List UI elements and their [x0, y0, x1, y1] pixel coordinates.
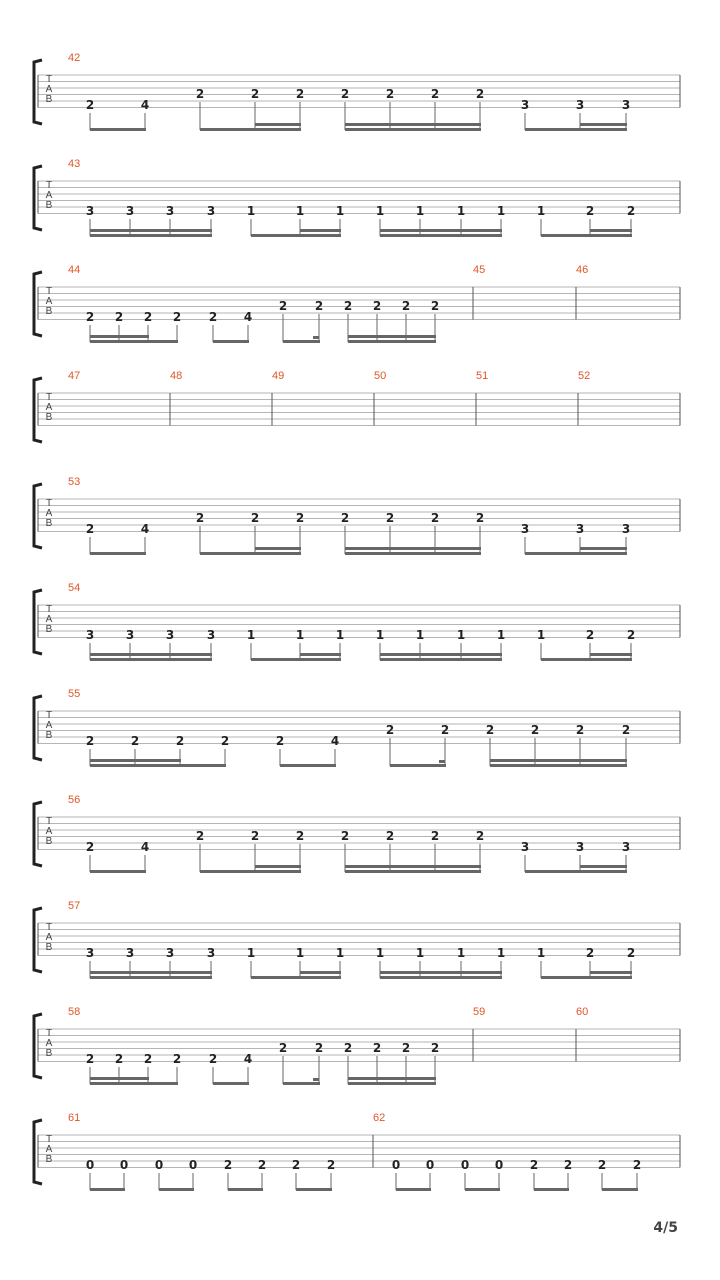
fret-number: 4: [330, 734, 340, 748]
fret-number: 0: [494, 1158, 504, 1172]
fret-number: 2: [223, 1158, 233, 1172]
fret-number: 1: [335, 946, 345, 960]
beam: [590, 658, 632, 661]
beam: [380, 658, 502, 661]
beam-secondary: [590, 971, 632, 974]
beam: [255, 870, 301, 873]
fret-number: 3: [125, 946, 135, 960]
fret-number: 3: [520, 522, 530, 536]
beam: [348, 340, 436, 343]
fret-number: 0: [154, 1158, 164, 1172]
fret-number: 3: [206, 204, 216, 218]
beam-secondary: [380, 653, 502, 656]
measure-number: 62: [373, 1112, 386, 1124]
fret-number: 2: [529, 1158, 539, 1172]
measure-number: 47: [68, 370, 81, 382]
fret-number: 2: [172, 310, 182, 324]
fret-number: 2: [430, 829, 440, 843]
tab-clef-letter: B: [45, 624, 53, 635]
fret-number: 1: [335, 204, 345, 218]
beam-secondary: [590, 653, 632, 656]
beam: [348, 1082, 436, 1085]
fret-number: 0: [85, 1158, 95, 1172]
fret-number: 2: [195, 511, 205, 525]
fret-number: 3: [125, 204, 135, 218]
fret-number: 4: [140, 98, 150, 112]
fret-number: 1: [536, 204, 546, 218]
fret-number: 2: [143, 1052, 153, 1066]
measure-number: 44: [68, 264, 81, 276]
fret-number: 2: [343, 1041, 353, 1055]
tab-clef-letter: B: [45, 730, 53, 741]
tab-clef-letter: T: [45, 1028, 53, 1039]
fret-number: 1: [295, 204, 305, 218]
fret-number: 2: [114, 310, 124, 324]
tab-clef-letter: T: [45, 74, 53, 85]
beam: [590, 234, 632, 237]
tab-clef-letter: T: [45, 286, 53, 297]
fret-number: 3: [165, 204, 175, 218]
beam: [345, 128, 481, 131]
fret-number: 2: [340, 511, 350, 525]
beam: [345, 552, 481, 555]
tab-clef-letter: B: [45, 836, 53, 847]
fret-number: 1: [536, 628, 546, 642]
tab-clef-letter: A: [45, 1144, 53, 1155]
beam-secondary: [300, 229, 341, 232]
tab-system: [34, 1112, 680, 1191]
beam: [580, 870, 627, 873]
fret-number: 1: [456, 628, 466, 642]
fret-number: 2: [85, 522, 95, 536]
fret-number: 3: [520, 98, 530, 112]
fret-number: 2: [401, 299, 411, 313]
beam-secondary: [348, 1077, 436, 1080]
tab-system: [34, 582, 680, 661]
beam: [90, 870, 146, 873]
measure-number: 43: [68, 158, 81, 170]
fret-number: 1: [415, 204, 425, 218]
fret-number: 2: [278, 1041, 288, 1055]
tab-system: [34, 900, 680, 979]
beam: [90, 1188, 125, 1191]
measure-number: 59: [473, 1006, 486, 1018]
fret-number: 0: [460, 1158, 470, 1172]
beam-secondary: [580, 123, 627, 126]
beam: [590, 976, 632, 979]
fret-number: 2: [295, 829, 305, 843]
measure-number: 48: [170, 370, 183, 382]
tab-clef-letter: A: [45, 402, 53, 413]
beam-secondary: [90, 971, 212, 974]
tab-clef-letter: T: [45, 392, 53, 403]
tab-clef-letter: A: [45, 190, 53, 201]
fret-number: 2: [340, 829, 350, 843]
fret-number: 2: [475, 87, 485, 101]
fret-number: 2: [250, 87, 260, 101]
beam-secondary: [580, 547, 627, 550]
fret-number: 2: [195, 829, 205, 843]
fret-number: 3: [206, 946, 216, 960]
fret-number: 3: [520, 840, 530, 854]
fret-number: 1: [415, 946, 425, 960]
fret-number: 2: [430, 511, 440, 525]
fret-number: 3: [165, 946, 175, 960]
measure-number: 56: [68, 794, 81, 806]
measure-number: 54: [68, 582, 81, 594]
measure-number: 57: [68, 900, 81, 912]
measure-number: 61: [68, 1112, 81, 1124]
fret-number: 2: [585, 204, 595, 218]
fret-number: 2: [440, 723, 450, 737]
measure-number: 50: [374, 370, 387, 382]
tab-clef-letter: B: [45, 1048, 53, 1059]
fret-number: 3: [85, 628, 95, 642]
fret-number: 2: [250, 829, 260, 843]
beam-secondary: [90, 229, 212, 232]
fret-number: 2: [85, 1052, 95, 1066]
fret-number: 2: [626, 946, 636, 960]
tab-clef-letter: B: [45, 412, 53, 423]
tab-clef-letter: T: [45, 180, 53, 191]
tab-clef-letter: T: [45, 604, 53, 615]
beam-hook: [313, 336, 319, 339]
beam: [580, 128, 627, 131]
fret-number: 1: [496, 204, 506, 218]
fret-number: 2: [430, 87, 440, 101]
beam: [283, 1082, 320, 1085]
beam-secondary: [345, 123, 481, 126]
fret-number: 3: [575, 840, 585, 854]
beam: [90, 128, 146, 131]
fret-number: 3: [85, 946, 95, 960]
beam: [296, 1188, 332, 1191]
tab-system: [34, 476, 680, 555]
fret-number: 3: [575, 98, 585, 112]
beam: [300, 234, 341, 237]
fret-number: 4: [243, 1052, 253, 1066]
measure-number: 46: [576, 264, 589, 276]
tab-system: [34, 52, 680, 131]
fret-number: 2: [585, 628, 595, 642]
fret-number: 2: [597, 1158, 607, 1172]
fret-number: 2: [175, 734, 185, 748]
fret-number: 1: [536, 946, 546, 960]
measure-number: 58: [68, 1006, 81, 1018]
beam: [345, 870, 481, 873]
tab-clef-letter: B: [45, 942, 53, 953]
tab-system: [34, 158, 680, 237]
beam: [380, 976, 502, 979]
fret-number: 2: [314, 299, 324, 313]
beam-secondary: [90, 759, 181, 762]
measure-number: 42: [68, 52, 81, 64]
beam: [396, 1188, 431, 1191]
fret-number: 2: [626, 628, 636, 642]
fret-number: 2: [430, 1041, 440, 1055]
beam-secondary: [345, 547, 481, 550]
fret-number: 1: [335, 628, 345, 642]
fret-number: 2: [401, 1041, 411, 1055]
fret-number: 0: [425, 1158, 435, 1172]
fret-number: 3: [165, 628, 175, 642]
beam: [90, 658, 212, 661]
fret-number: 2: [475, 511, 485, 525]
fret-number: 3: [85, 204, 95, 218]
fret-number: 2: [385, 723, 395, 737]
fret-number: 2: [585, 946, 595, 960]
measure-number: 45: [473, 264, 486, 276]
beam: [602, 1188, 638, 1191]
tab-clef-letter: A: [45, 614, 53, 625]
fret-number: 1: [456, 204, 466, 218]
fret-number: 2: [314, 1041, 324, 1055]
fret-number: 2: [621, 723, 631, 737]
beam: [490, 764, 627, 767]
fret-number: 1: [246, 628, 256, 642]
fret-number: 2: [340, 87, 350, 101]
measure-number: 49: [272, 370, 285, 382]
beam: [580, 552, 627, 555]
fret-number: 2: [257, 1158, 267, 1172]
fret-number: 4: [243, 310, 253, 324]
beam-secondary: [590, 229, 632, 232]
fret-number: 2: [114, 1052, 124, 1066]
tab-clef-letter: A: [45, 1038, 53, 1049]
beam-secondary: [580, 865, 627, 868]
measure-number: 52: [578, 370, 591, 382]
tab-clef-letter: B: [45, 518, 53, 529]
beam: [465, 1188, 500, 1191]
beam: [90, 234, 212, 237]
fret-number: 1: [375, 946, 385, 960]
fret-number: 2: [326, 1158, 336, 1172]
beam: [159, 1188, 194, 1191]
tab-clef-letter: T: [45, 710, 53, 721]
fret-number: 3: [621, 840, 631, 854]
tab-clef-letter: B: [45, 306, 53, 317]
fret-number: 1: [246, 946, 256, 960]
fret-number: 2: [430, 299, 440, 313]
beam: [90, 340, 149, 343]
fret-number: 2: [291, 1158, 301, 1172]
fret-number: 1: [295, 946, 305, 960]
fret-number: 2: [530, 723, 540, 737]
measure-number: 51: [476, 370, 489, 382]
fret-number: 1: [415, 628, 425, 642]
fret-number: 1: [295, 628, 305, 642]
tab-system: [34, 688, 680, 767]
beam: [90, 764, 181, 767]
beam-secondary: [255, 123, 301, 126]
beam: [213, 340, 249, 343]
fret-number: 2: [250, 511, 260, 525]
beam-secondary: [90, 1077, 149, 1080]
beam: [90, 1082, 149, 1085]
fret-number: 2: [85, 98, 95, 112]
tab-clef-letter: B: [45, 94, 53, 105]
beam: [90, 976, 212, 979]
tab-system: [34, 264, 680, 343]
tab-clef-letter: A: [45, 508, 53, 519]
beam: [300, 658, 341, 661]
fret-number: 2: [85, 734, 95, 748]
beam: [300, 976, 341, 979]
beam: [213, 1082, 249, 1085]
fret-number: 2: [563, 1158, 573, 1172]
tab-clef-letter: T: [45, 922, 53, 933]
fret-number: 4: [140, 522, 150, 536]
fret-number: 2: [343, 299, 353, 313]
beam-secondary: [380, 971, 502, 974]
fret-number: 2: [372, 299, 382, 313]
fret-number: 2: [85, 840, 95, 854]
tab-clef-letter: A: [45, 932, 53, 943]
beam-secondary: [90, 653, 212, 656]
fret-number: 2: [372, 1041, 382, 1055]
beam: [280, 764, 336, 767]
fret-number: 1: [246, 204, 256, 218]
beam-hook: [439, 760, 445, 763]
fret-number: 3: [125, 628, 135, 642]
tab-clef-letter: T: [45, 1134, 53, 1145]
beam-secondary: [255, 865, 301, 868]
tab-clef-letter: T: [45, 816, 53, 827]
tab-system: [34, 794, 680, 873]
tab-system: [34, 370, 680, 442]
beam-secondary: [348, 335, 436, 338]
fret-number: 1: [456, 946, 466, 960]
beam: [90, 552, 146, 555]
fret-number: 1: [375, 204, 385, 218]
beam: [534, 1188, 569, 1191]
fret-number: 2: [130, 734, 140, 748]
tab-clef-letter: A: [45, 720, 53, 731]
fret-number: 2: [172, 1052, 182, 1066]
measure-number: 55: [68, 688, 81, 700]
fret-number: 2: [195, 87, 205, 101]
fret-number: 2: [475, 829, 485, 843]
fret-number: 0: [391, 1158, 401, 1172]
fret-number: 2: [295, 511, 305, 525]
page-number: 4/5: [653, 1220, 678, 1236]
fret-number: 2: [295, 87, 305, 101]
beam: [255, 128, 301, 131]
fret-number: 2: [143, 310, 153, 324]
beam-secondary: [490, 759, 627, 762]
fret-number: 2: [278, 299, 288, 313]
fret-number: 2: [626, 204, 636, 218]
fret-number: 2: [575, 723, 585, 737]
fret-number: 2: [220, 734, 230, 748]
tab-clef-letter: T: [45, 498, 53, 509]
fret-number: 0: [119, 1158, 129, 1172]
fret-number: 2: [275, 734, 285, 748]
fret-number: 2: [208, 1052, 218, 1066]
fret-number: 3: [621, 522, 631, 536]
fret-number: 2: [485, 723, 495, 737]
beam-secondary: [380, 229, 502, 232]
tab-clef-letter: A: [45, 84, 53, 95]
beam-secondary: [345, 865, 481, 868]
fret-number: 1: [375, 628, 385, 642]
fret-number: 2: [632, 1158, 642, 1172]
fret-number: 0: [188, 1158, 198, 1172]
beam-hook: [313, 1078, 319, 1081]
beam: [390, 764, 446, 767]
fret-number: 4: [140, 840, 150, 854]
beam-secondary: [300, 653, 341, 656]
fret-number: 3: [575, 522, 585, 536]
fret-number: 1: [496, 946, 506, 960]
fret-number: 2: [208, 310, 218, 324]
tab-system: [34, 1006, 680, 1085]
beam: [380, 234, 502, 237]
fret-number: 3: [621, 98, 631, 112]
fret-number: 2: [385, 511, 395, 525]
tab-clef-letter: B: [45, 1154, 53, 1165]
beam-secondary: [90, 335, 149, 338]
measure-number: 60: [576, 1006, 589, 1018]
fret-number: 3: [206, 628, 216, 642]
beam-secondary: [255, 547, 301, 550]
fret-number: 2: [85, 310, 95, 324]
beam: [255, 552, 301, 555]
fret-number: 2: [385, 829, 395, 843]
beam-secondary: [300, 971, 341, 974]
tab-clef-letter: A: [45, 826, 53, 837]
measure-number: 53: [68, 476, 81, 488]
beam: [283, 340, 320, 343]
fret-number: 2: [385, 87, 395, 101]
tab-clef-letter: B: [45, 200, 53, 211]
fret-number: 1: [496, 628, 506, 642]
tab-clef-letter: A: [45, 296, 53, 307]
beam: [228, 1188, 263, 1191]
